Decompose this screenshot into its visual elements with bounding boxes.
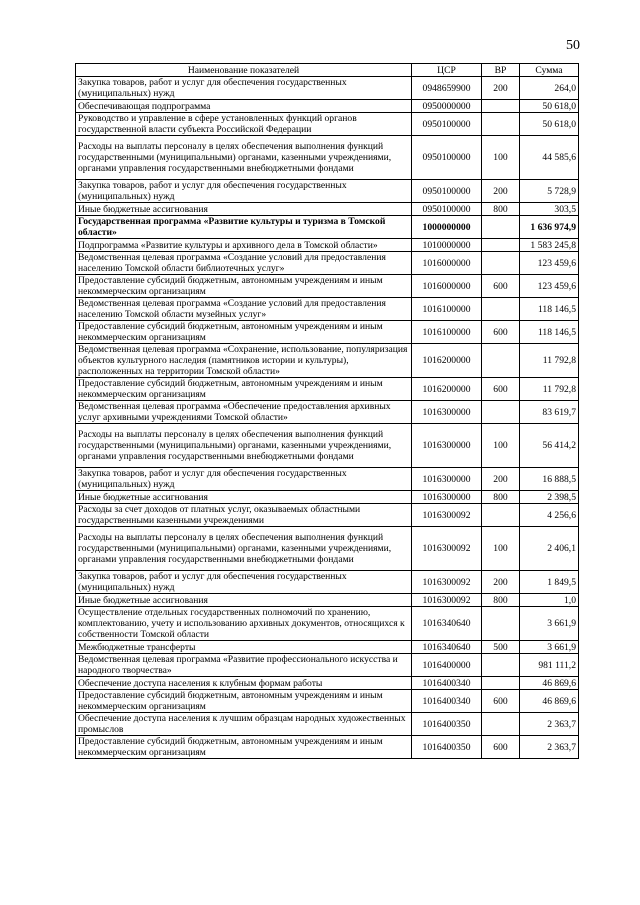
cell-sum: 16 888,5 [520, 468, 579, 491]
table-row [76, 504, 579, 527]
table-row [76, 468, 579, 491]
cell-name: Ведомственная целевая программа «Сохранение, использование, популяризация объектов культурного наследия (памятников истории и культуры), расположенных на территории Томской области» [76, 344, 412, 378]
cell-sum: 50 618,0 [520, 113, 579, 136]
cell-sum: 123 459,6 [520, 275, 579, 298]
cell-sum: 1 583 245,8 [520, 239, 579, 252]
cell-name: Расходы на выплаты персоналу в целях обеспечения выполнения функций государственными (муниципальными) органами, казенными учреждениями, органами управления государственными внебюджетными фондами [76, 527, 412, 571]
cell-sum: 1 636 974,9 [520, 216, 579, 239]
cell-csr: 1016340640 [412, 641, 482, 654]
cell-sum: 3 661,9 [520, 641, 579, 654]
cell-name: Расходы за счет доходов от платных услуг, оказываемых областными государственными казенными учреждениями [76, 504, 412, 527]
table-row [76, 252, 579, 275]
cell-sum: 123 459,6 [520, 252, 579, 275]
cell-csr: 1000000000 [412, 216, 482, 239]
header-name: Наименование показателей [76, 64, 412, 77]
table-row [76, 100, 579, 113]
table-row [76, 690, 579, 713]
table-row [76, 77, 579, 100]
cell-vr: 500 [482, 641, 520, 654]
cell-vr [482, 677, 520, 690]
cell-vr: 800 [482, 594, 520, 607]
cell-name: Иные бюджетные ассигнования [76, 203, 412, 216]
cell-csr: 1016000000 [412, 275, 482, 298]
cell-csr: 0950100000 [412, 180, 482, 203]
cell-sum: 981 111,2 [520, 654, 579, 677]
cell-vr: 800 [482, 203, 520, 216]
cell-csr: 1016000000 [412, 252, 482, 275]
cell-name: Обеспечение доступа населения к лучшим образцам народных художественных промыслов [76, 713, 412, 736]
cell-name: Предоставление субсидий бюджетным, автономным учреждениям и иным некоммерческим организациям [76, 690, 412, 713]
cell-sum: 264,0 [520, 77, 579, 100]
cell-sum: 303,5 [520, 203, 579, 216]
cell-csr: 0948659900 [412, 77, 482, 100]
table-row [76, 113, 579, 136]
cell-vr [482, 401, 520, 424]
cell-name: Иные бюджетные ассигнования [76, 594, 412, 607]
cell-name: Государственная программа «Развитие культуры и туризма в Томской области» [76, 216, 412, 239]
cell-vr [482, 252, 520, 275]
cell-name: Ведомственная целевая программа «Развитие профессионального искусства и народного творчества» [76, 654, 412, 677]
table-row [76, 654, 579, 677]
table-row [76, 713, 579, 736]
cell-csr: 1016200000 [412, 378, 482, 401]
cell-vr [482, 216, 520, 239]
table-row [76, 594, 579, 607]
cell-vr [482, 654, 520, 677]
cell-csr: 1016400340 [412, 677, 482, 690]
cell-vr: 600 [482, 378, 520, 401]
cell-name: Предоставление субсидий бюджетным, автономным учреждениям и иным некоммерческим организациям [76, 321, 412, 344]
cell-csr: 1016300092 [412, 594, 482, 607]
cell-vr [482, 607, 520, 641]
cell-name: Предоставление субсидий бюджетным, автономным учреждениям и иным некоммерческим организациям [76, 275, 412, 298]
cell-sum: 46 869,6 [520, 690, 579, 713]
cell-name: Руководство и управление в сфере установленных функций органов государственной власти субъекта Российской Федерации [76, 113, 412, 136]
table-row [76, 677, 579, 690]
cell-csr: 0950100000 [412, 136, 482, 180]
cell-name: Закупка товаров, работ и услуг для обеспечения государственных (муниципальных) нужд [76, 571, 412, 594]
cell-csr: 1010000000 [412, 239, 482, 252]
cell-csr: 1016300092 [412, 504, 482, 527]
table-row [76, 527, 579, 571]
cell-csr: 1016300000 [412, 468, 482, 491]
table-row [76, 424, 579, 468]
cell-vr [482, 298, 520, 321]
cell-csr: 1016300000 [412, 491, 482, 504]
table-row [76, 203, 579, 216]
cell-vr: 100 [482, 527, 520, 571]
cell-vr: 100 [482, 136, 520, 180]
page-number: 50 [566, 38, 580, 53]
header-vr: ВР [482, 64, 520, 77]
cell-name: Ведомственная целевая программа «Создание условий для предоставления населению Томской области музейных услуг» [76, 298, 412, 321]
cell-sum: 4 256,6 [520, 504, 579, 527]
table-row [76, 491, 579, 504]
cell-vr [482, 113, 520, 136]
cell-sum: 2 363,7 [520, 713, 579, 736]
cell-name: Закупка товаров, работ и услуг для обеспечения государственных (муниципальных) нужд [76, 77, 412, 100]
cell-name: Обеспечение доступа населения к клубным формам работы [76, 677, 412, 690]
cell-name: Предоставление субсидий бюджетным, автономным учреждениям и иным некоммерческим организациям [76, 378, 412, 401]
table-row [76, 298, 579, 321]
cell-csr: 1016300092 [412, 527, 482, 571]
header-sum: Сумма [520, 64, 579, 77]
cell-csr: 0950000000 [412, 100, 482, 113]
cell-vr: 200 [482, 77, 520, 100]
table-row [76, 216, 579, 239]
cell-csr: 1016200000 [412, 344, 482, 378]
cell-sum: 2 406,1 [520, 527, 579, 571]
cell-sum: 46 869,6 [520, 677, 579, 690]
cell-csr: 1016400350 [412, 713, 482, 736]
cell-vr: 600 [482, 690, 520, 713]
table-row [76, 641, 579, 654]
cell-sum: 11 792,8 [520, 344, 579, 378]
cell-csr: 1016100000 [412, 321, 482, 344]
table-row [76, 321, 579, 344]
cell-name: Обеспечивающая подпрограмма [76, 100, 412, 113]
cell-csr: 1016400000 [412, 654, 482, 677]
cell-name: Расходы на выплаты персоналу в целях обеспечения выполнения функций государственными (муниципальными) органами, казенными учреждениями, органами управления государственными внебюджетными фондами [76, 136, 412, 180]
table-row [76, 239, 579, 252]
cell-vr: 100 [482, 424, 520, 468]
cell-sum: 2 398,5 [520, 491, 579, 504]
table-row [76, 571, 579, 594]
cell-sum: 118 146,5 [520, 321, 579, 344]
cell-vr: 200 [482, 468, 520, 491]
cell-vr: 800 [482, 491, 520, 504]
budget-table [75, 63, 579, 759]
cell-sum: 44 585,6 [520, 136, 579, 180]
cell-name: Предоставление субсидий бюджетным, автономным учреждениям и иным некоммерческим организациям [76, 736, 412, 759]
cell-csr: 1016300000 [412, 424, 482, 468]
cell-csr: 1016400340 [412, 690, 482, 713]
table-row [76, 344, 579, 378]
cell-csr: 1016100000 [412, 298, 482, 321]
cell-sum: 56 414,2 [520, 424, 579, 468]
cell-vr: 200 [482, 571, 520, 594]
cell-csr: 0950100000 [412, 113, 482, 136]
table-row [76, 136, 579, 180]
cell-sum: 2 363,7 [520, 736, 579, 759]
table-header-row [76, 64, 579, 77]
cell-vr: 600 [482, 321, 520, 344]
cell-vr [482, 100, 520, 113]
table-row [76, 736, 579, 759]
cell-sum: 5 728,9 [520, 180, 579, 203]
cell-vr [482, 239, 520, 252]
cell-vr [482, 713, 520, 736]
cell-vr: 200 [482, 180, 520, 203]
cell-name: Осуществление отдельных государственных полномочий по хранению, комплектованию, учету и использованию архивных документов, относящихся к собственности Томской области [76, 607, 412, 641]
cell-csr: 0950100000 [412, 203, 482, 216]
cell-vr [482, 504, 520, 527]
cell-csr: 1016300000 [412, 401, 482, 424]
cell-sum: 11 792,8 [520, 378, 579, 401]
table-row [76, 607, 579, 641]
table-row [76, 401, 579, 424]
cell-name: Иные бюджетные ассигнования [76, 491, 412, 504]
cell-sum: 3 661,9 [520, 607, 579, 641]
cell-name: Межбюджетные трансферты [76, 641, 412, 654]
table-row [76, 378, 579, 401]
header-csr: ЦСР [412, 64, 482, 77]
cell-sum: 83 619,7 [520, 401, 579, 424]
cell-csr: 1016400350 [412, 736, 482, 759]
cell-sum: 50 618,0 [520, 100, 579, 113]
table-row [76, 275, 579, 298]
cell-vr: 600 [482, 736, 520, 759]
cell-csr: 1016340640 [412, 607, 482, 641]
cell-name: Закупка товаров, работ и услуг для обеспечения государственных (муниципальных) нужд [76, 468, 412, 491]
cell-csr: 1016300092 [412, 571, 482, 594]
cell-vr: 600 [482, 275, 520, 298]
cell-vr [482, 344, 520, 378]
cell-name: Ведомственная целевая программа «Создание условий для предоставления населению Томской области библиотечных услуг» [76, 252, 412, 275]
cell-sum: 1,0 [520, 594, 579, 607]
table-row [76, 180, 579, 203]
cell-name: Закупка товаров, работ и услуг для обеспечения государственных (муниципальных) нужд [76, 180, 412, 203]
cell-name: Ведомственная целевая программа «Обеспечение предоставления архивных услуг архивными учреждениями Томской области» [76, 401, 412, 424]
cell-sum: 118 146,5 [520, 298, 579, 321]
cell-name: Расходы на выплаты персоналу в целях обеспечения выполнения функций государственными (муниципальными) органами, казенными учреждениями, органами управления государственными внебюджетными фондами [76, 424, 412, 468]
cell-sum: 1 849,5 [520, 571, 579, 594]
cell-name: Подпрограмма «Развитие культуры и архивного дела в Томской области» [76, 239, 412, 252]
